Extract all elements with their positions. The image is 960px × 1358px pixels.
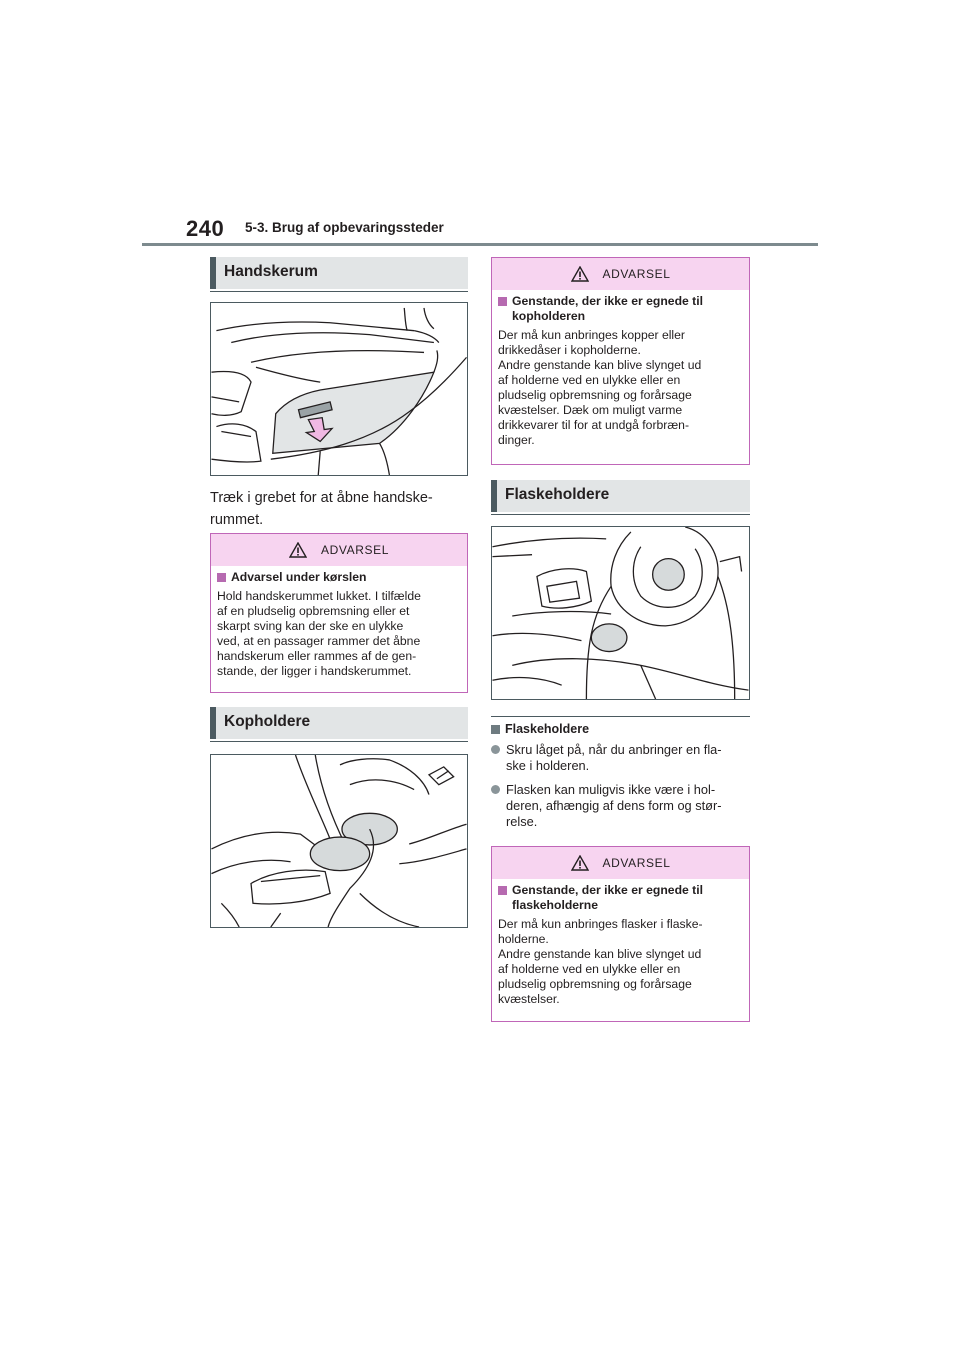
warning-header [492,258,749,290]
page-number: 240 [186,216,225,241]
warning-box-bottleholders [491,846,750,1022]
warning-triangle-icon [289,542,307,558]
warning-subtitle: Genstande, der ikke er egnede til flaskeholderne [512,883,704,912]
warning-header [211,534,467,566]
bullet-dot-icon [491,785,500,794]
section-heading-cupholders: Kopholdere [210,707,468,739]
warning-box-glovebox [210,533,468,693]
warning-label: ADVARSEL [321,543,389,557]
warning-text: Der må kun anbringes flasker i flaske- holderne. Andre genstande kan blive slynget ud af holderne ved en ulykke eller en pludselig opbremsning og forårsage kvæstelser. [498,917,703,1006]
square-bullet-icon [498,297,507,306]
square-bullet-icon [491,725,500,734]
warning-box-cupholders [491,257,750,465]
section-title: 5-3. Brug af opbevaringssteder [245,220,444,235]
section-heading-glovebox: Handskerum [210,257,468,289]
warning-triangle-icon [571,855,589,871]
list-item-text: Flasken kan muligvis ikke være i hol- deren, afhængig af dens form og stør- relse. [506,782,722,829]
warning-subtitle: Advarsel under kørslen [231,570,367,584]
bullet-dot-icon [491,745,500,754]
glovebox-caption: Træk i grebet for at åbne handske- rummet. [210,490,433,528]
subheading-bottleholders [491,722,750,736]
header-rule [142,243,818,246]
list-item [491,742,750,774]
list-item [491,782,750,830]
section-heading-bottleholders: Flaskeholdere [491,480,750,512]
warning-header [492,847,749,879]
warning-subtitle: Genstande, der ikke er egnede til kopholderen [512,294,704,323]
subheading-text: Flaskeholdere [505,722,590,736]
subsection-divider [491,716,750,717]
bottleholder-illustration [491,526,750,700]
warning-label: ADVARSEL [602,267,671,281]
warning-label: ADVARSEL [602,856,671,870]
warning-text: Hold handskerummet lukket. I tilfælde af en pludselig opbremsning eller et skarpt sving kan der ske en ulykke ved, at en passager rammer det åbne handskerum eller rammes af de gen- stande, der ligger i handskerummet. [217,589,421,678]
warning-text: Der må kun anbringes kopper eller drikkedåser i kopholderne. Andre genstande kan blive slynget ud af holderne ved en ulykke eller en pludselig opbremsning og forårsage kvæstelser. Dæk om muligt varme drikkevarer til for at undgå forbræn- dinger. [498,328,702,447]
list-item-text: Skru låget på, når du anbringer en fla- ske i holderen. [506,742,722,773]
glovebox-illustration [210,302,468,476]
warning-triangle-icon [571,266,589,282]
square-bullet-icon [498,886,507,895]
cupholder-illustration [210,754,468,928]
square-bullet-icon [217,573,226,582]
